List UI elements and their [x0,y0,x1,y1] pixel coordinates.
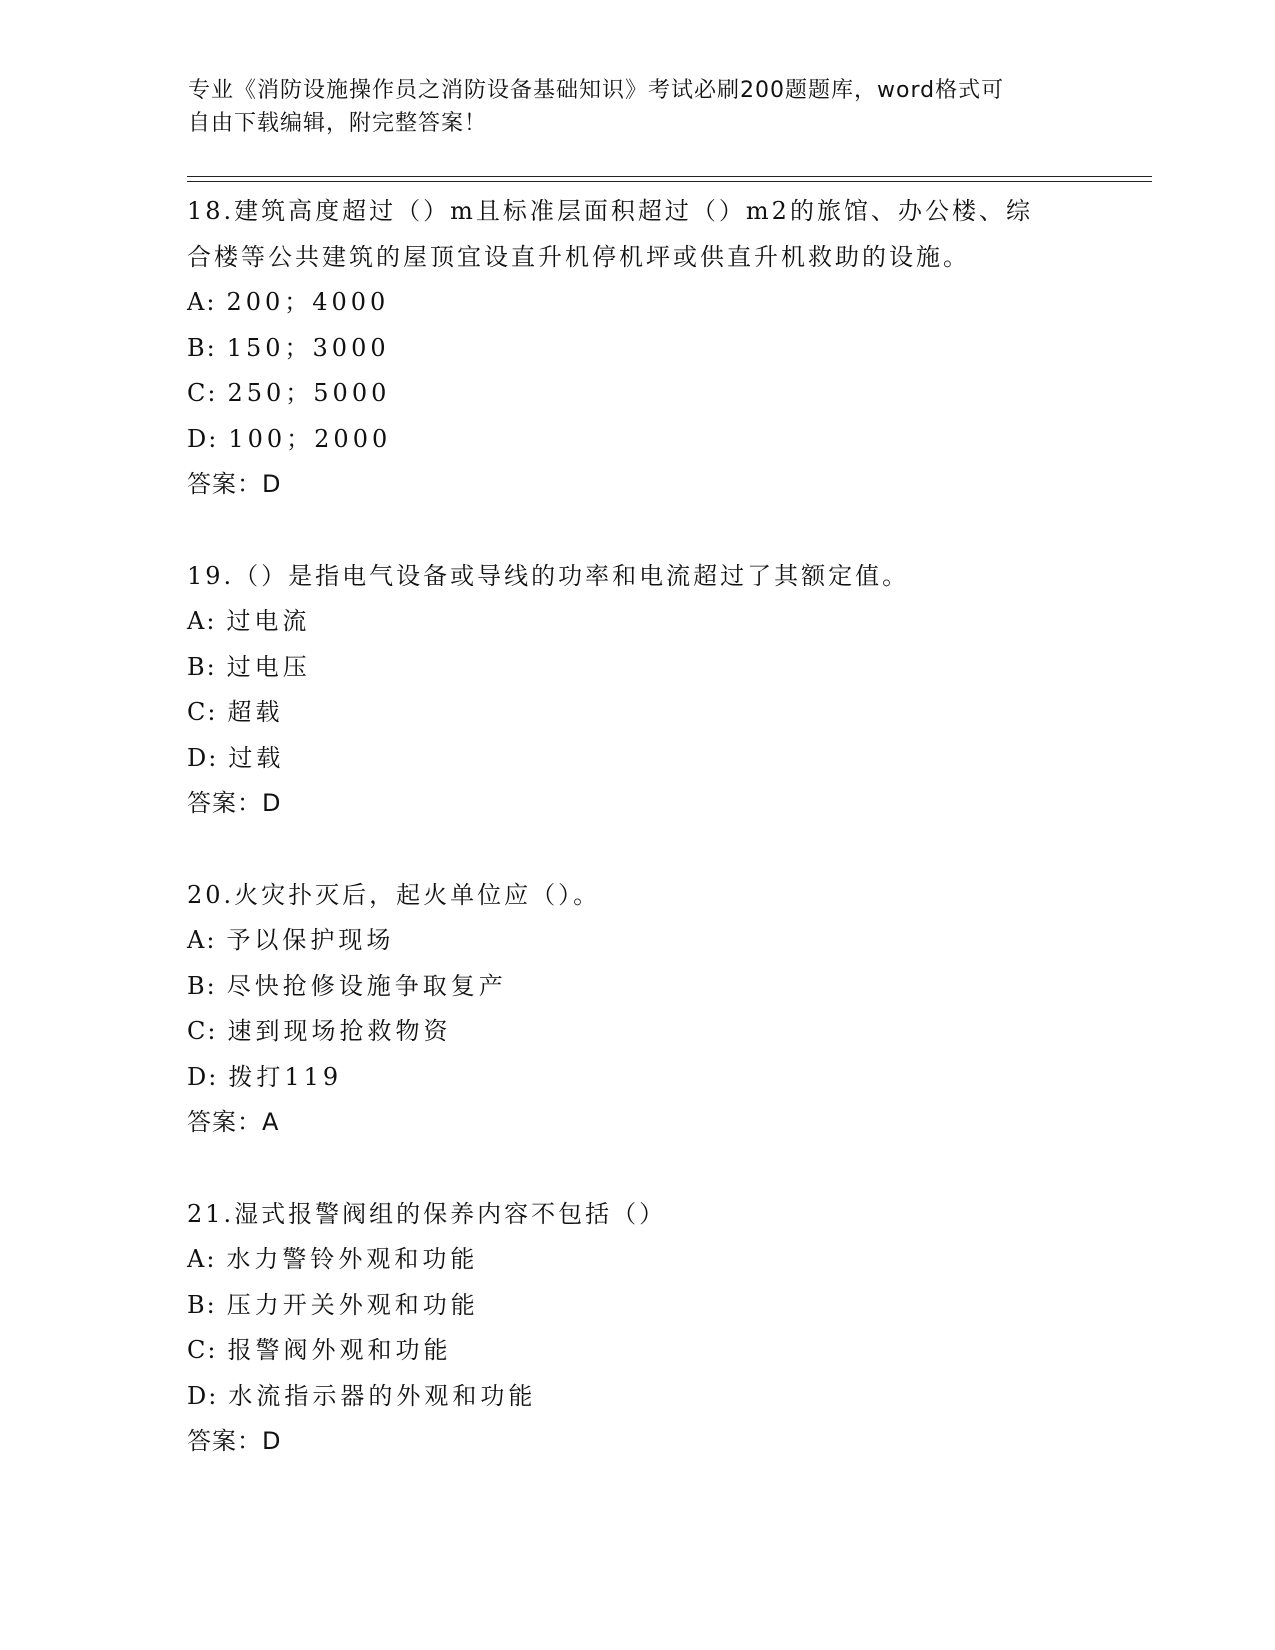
option-letter: C [187,1336,208,1364]
question-stem-line: 合楼等公共建筑的屋顶宜设直升机停机坪或供直升机救助的设施。 [187,243,970,271]
option-separator: : [206,607,217,635]
option-text: 100；2000 [228,424,392,453]
option-separator: : [208,743,219,772]
option-text: 150；3000 [226,333,390,362]
option-text: 予以保护现场 [226,926,395,954]
option-letter: A [187,1245,207,1273]
option-separator: : [206,288,217,316]
option-separator: : [206,1290,217,1319]
question-stem-line: 18.建筑高度超过（）m且标准层面积超过（）m2的旅馆、办公楼、综 [187,197,1033,225]
option-b [187,964,1087,1010]
option-separator: : [207,379,218,407]
option-letter: C [187,379,208,407]
option-a [187,918,1087,964]
option-letter: A [187,288,207,316]
option-text: 200；4000 [226,288,390,316]
question-18 [187,188,1087,507]
option-a [187,599,1087,645]
option-d [187,736,1087,782]
header-line-1: 专业《消防设施操作员之消防设备基础知识》考试必刷200题题库，word格式可 [188,78,1005,103]
question-stem [187,872,1087,918]
header-line-2: 自由下载编辑，附完整答案！ [188,111,488,136]
question-stem-line: 20.火灾扑灭后，起火单位应（）。 [187,881,601,909]
option-letter: D [187,743,209,772]
option-separator: : [206,1245,217,1273]
option-letter: C [187,698,208,726]
answer-label: 答案：A [187,1108,280,1136]
option-text: 报警阀外观和功能 [227,1336,452,1364]
option-text: 过电压 [226,652,311,681]
answer-label: 答案：D [187,470,282,498]
option-text: 过电流 [226,607,311,635]
option-a [187,280,1087,326]
option-separator: : [206,652,217,681]
header-divider-top [187,176,1152,177]
option-separator: : [207,698,218,726]
option-d [187,417,1087,463]
option-letter: D [187,1062,209,1091]
option-separator: : [208,1381,219,1410]
option-b [187,326,1087,372]
option-letter: C [187,1017,208,1045]
question-list [187,188,1087,1510]
option-letter: A [187,926,207,954]
option-separator: : [207,1336,218,1364]
answer-label: 答案：D [187,789,282,817]
question-stem [187,1191,1087,1237]
question-stem [187,553,1087,599]
option-letter: B [187,971,207,1000]
option-separator: : [206,971,217,1000]
option-c [187,690,1087,736]
option-text: 速到现场抢救物资 [227,1017,452,1045]
option-letter: B [187,1290,207,1319]
option-letter: B [187,333,207,362]
document-header [188,74,1068,140]
option-c [187,371,1087,417]
option-text: 水力警铃外观和功能 [226,1245,479,1273]
option-text: 拨打119 [228,1062,343,1091]
option-d [187,1374,1087,1420]
question-stem-line: 21.湿式报警阀组的保养内容不包括（） [187,1200,667,1228]
option-letter: A [187,607,207,635]
option-b [187,645,1087,691]
option-text: 压力开关外观和功能 [226,1290,479,1319]
option-b [187,1283,1087,1329]
question-21 [187,1191,1087,1464]
question-stem [187,188,1087,280]
option-separator: : [206,333,217,362]
option-separator: : [208,424,219,453]
option-text: 250；5000 [227,379,391,407]
option-text: 水流指示器的外观和功能 [228,1381,537,1410]
option-text: 尽快抢修设施争取复产 [226,971,507,1000]
answer-label: 答案：D [187,1427,282,1455]
option-text: 过载 [228,743,285,772]
option-letter: D [187,1381,209,1410]
option-separator: : [207,1017,218,1045]
question-20 [187,872,1087,1145]
header-divider-bottom [187,181,1152,182]
question-stem-line: 19.（）是指电气设备或导线的功率和电流超过了其额定值。 [187,562,910,590]
option-a [187,1237,1087,1283]
option-c [187,1328,1087,1374]
option-c [187,1009,1087,1055]
option-text: 超载 [227,698,284,726]
option-letter: B [187,652,207,681]
option-separator: : [208,1062,219,1091]
option-separator: : [206,926,217,954]
question-19 [187,553,1087,826]
option-d [187,1055,1087,1101]
option-letter: D [187,424,209,453]
